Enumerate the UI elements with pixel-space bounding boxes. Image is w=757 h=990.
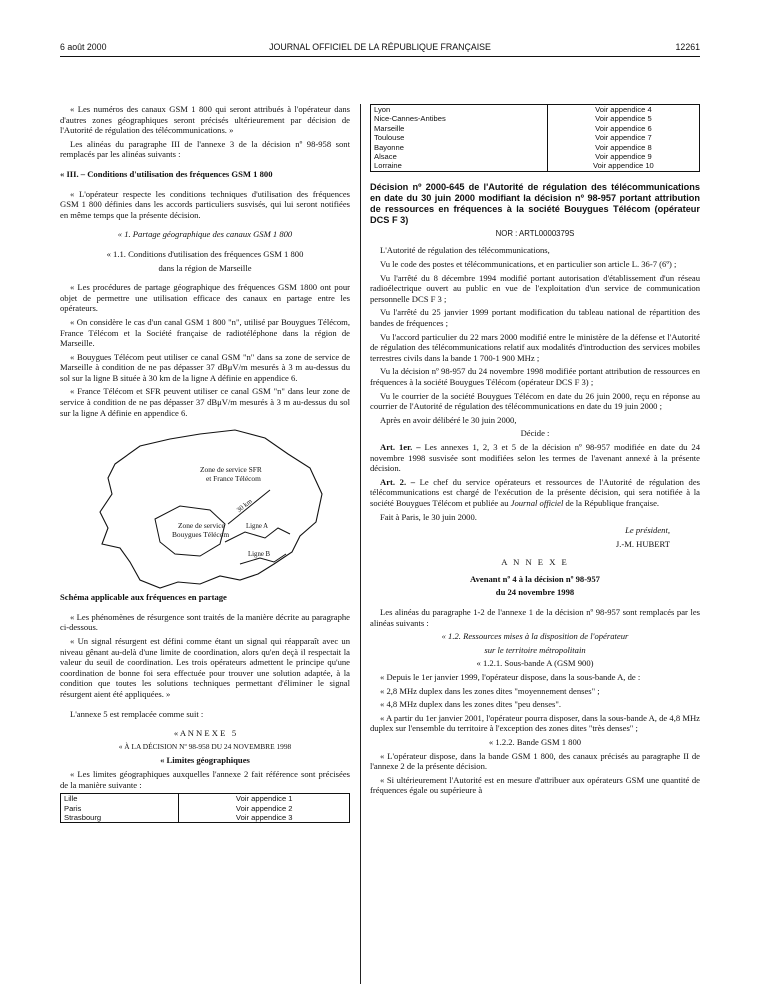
section-heading-1-2-1: « 1.2.1. Sous-bande A (GSM 900) xyxy=(476,658,594,669)
paragraph: « A partir du 1er janvier 2001, l'opérateur pourra disposer, dans la sous-bande A, de 4,8 MHz duplex sur l'ensemble du territoire à l'exception des zones dites "très denses" ; xyxy=(370,712,700,734)
map-label-sfr-1: Zone de service SFR xyxy=(200,465,262,475)
limites-heading: « Limites géographiques xyxy=(160,755,250,766)
paragraph: Vu le courrier de la société Bouygues Télécom en date du 26 juin 2000, reçu en réponse au courrier de l'Autorité de régulation des télécommunications en date du 19 juin 2000 ; xyxy=(370,390,700,412)
table-row xyxy=(371,152,700,161)
region-outline xyxy=(100,430,322,588)
left-column xyxy=(60,104,350,829)
table-row xyxy=(371,161,700,171)
table-row xyxy=(371,133,700,142)
paragraph: Vu l'accord particulier du 22 mars 2000 modifié entre le ministère de la défense et l'Autorité de régulation des télécommunications relatif aux modalités d'introduction des services mobiles terrestres civils dans la bande 1 700-1 900 MHz ; xyxy=(370,331,700,363)
paragraph: « Les phénomènes de résurgence sont traités de la manière décrite au paragraphe ci-dessous. xyxy=(60,611,350,633)
map-label-ligne-a: Ligne A xyxy=(246,523,269,531)
article-2-text-a: Le chef du service opérateurs et ressources de l'Autorité de régulation des télécommunications est chargé de l'exécution de la présente décision, qui sera notifiée à la société Bouygues Télécom et publiée au xyxy=(370,476,700,508)
limits-table-right xyxy=(370,104,700,172)
paragraph: Vu l'arrêté du 8 décembre 1994 modifié portant autorisation d'établissement d'un réseau radioélectrique ouvert au public en vue de l'exploitation d'un service de communication personnelle DCS F 3 ; xyxy=(370,272,700,304)
paragraph: « Les numéros des canaux GSM 1 800 qui seront attribués à l'opérateur dans d'autres zones géographiques seront précisés ultérieurement par décision de l'Autorité de régulation des télécommunications. » xyxy=(60,104,350,136)
table-row xyxy=(371,114,700,123)
marseille-zone-map xyxy=(60,424,350,592)
table-cell-ref: Voir appendice 1 xyxy=(179,794,350,804)
article-2 xyxy=(370,477,700,509)
paragraph: « On considère le cas d'un canal GSM 1 800 "n", utilisé par Bouygues Télécom, France Télécom et la Société française de radiotéléphone dans la région de Marseille. xyxy=(60,316,350,349)
paragraph: « 2,8 MHz duplex dans les zones dites "moyennement denses" ; xyxy=(380,685,600,696)
table-cell-city: Marseille xyxy=(371,124,548,133)
avenant-heading: Avenant nº 4 à la décision nº 98-957 xyxy=(470,573,600,584)
table-cell-ref: Voir appendice 6 xyxy=(547,124,699,133)
paragraph: « Les procédures de partage géographique des fréquences GSM 1800 ont pour objet de permettre une utilisation efficace des canaux en partage entre les opérateurs. xyxy=(60,282,350,314)
decision-title: Décision nº 2000-645 de l'Autorité de régulation des télécommunications en date du 30 juin 2000 modifiant la décision nº 98-957 portant attribution de ressources en fréquences à la société Bouygues Télécom (opérateur DCS F 3) xyxy=(370,181,700,225)
table-cell-ref: Voir appendice 5 xyxy=(547,114,699,123)
limits-table-left xyxy=(60,793,350,823)
signature: J.-M. HUBERT xyxy=(615,538,670,549)
ligne-a xyxy=(225,528,290,542)
section-heading-1-2-sub: sur le territoire métropolitain xyxy=(484,644,586,655)
annexe-heading: A N N E X E xyxy=(501,557,569,568)
table-cell-ref: Voir appendice 9 xyxy=(547,152,699,161)
section-heading-1-2: « 1.2. Ressources mises à la disposition de l'opérateur xyxy=(441,631,629,642)
table-cell-ref: Voir appendice 3 xyxy=(179,813,350,823)
map-label-ligne-b: Ligne B xyxy=(248,551,271,559)
map-label-bt-2: Bouygues Télécom xyxy=(172,530,230,540)
section-heading-1-1: « 1.1. Conditions d'utilisation des fréquences GSM 1 800 xyxy=(106,248,304,259)
table-row xyxy=(371,124,700,133)
fait-a-paris: Fait à Paris, le 30 juin 2000. xyxy=(380,511,477,522)
decide-label: Décide : xyxy=(520,428,550,439)
article-1 xyxy=(370,442,700,474)
schema-caption: Schéma applicable aux fréquences en partage xyxy=(60,592,227,603)
section-heading-1-1-sub: dans la région de Marseille xyxy=(158,262,252,273)
table-cell-city: Lyon xyxy=(371,105,548,115)
avenant-date: du 24 novembre 1998 xyxy=(495,587,575,598)
right-column xyxy=(370,104,700,799)
table-cell-city: Alsace xyxy=(371,152,548,161)
table-cell-ref: Voir appendice 7 xyxy=(547,133,699,142)
paragraph: « Un signal résurgent est défini comme étant un signal qui réapparaît avec un niveau gênant au-delà d'une limite de coordination, alors qu'en deçà il respectait la valeur du seuil de coordination. Les trois opérateurs admettent le principe qu'une coordination de bonne foi sera effectuée pour trouver une solution adaptée, à la condition que toutes les solutions techniques permettant d'éliminer le signal résurgent aient été appliquées. » xyxy=(60,636,350,699)
page-header xyxy=(60,42,700,56)
header-journal-title: JOURNAL OFFICIEL DE LA RÉPUBLIQUE FRANÇAISE xyxy=(269,42,491,52)
president-title: Le président, xyxy=(625,525,670,536)
paragraph: « L'opérateur respecte les conditions techniques d'utilisation des fréquences GSM 1 800 définies dans les accords particuliers susvisés, qui lui seront notifiées en même temps que la présente décision. xyxy=(60,188,350,220)
table-row xyxy=(61,813,350,823)
table-row xyxy=(61,804,350,813)
table-cell-city: Strasbourg xyxy=(61,813,179,823)
paragraph: « L'opérateur dispose, dans la bande GSM 1 800, des canaux précisés au paragraphe II de l'annexe 2 de la présente décision. xyxy=(370,750,700,772)
table-cell-city: Lorraine xyxy=(371,161,548,171)
annexe-5-subheading: « À LA DÉCISION Nº 98-958 DU 24 NOVEMBRE 1998 xyxy=(118,741,292,751)
table-row xyxy=(61,794,350,804)
map-label-sfr-2: et France Télécom xyxy=(206,474,261,484)
paragraph: Vu l'arrêté du 25 janvier 1999 portant modification du tableau national de répartition des bandes de fréquences ; xyxy=(370,307,700,328)
article-1-label: Art. 1er. – xyxy=(380,441,421,452)
article-2-journal: Journal officiel xyxy=(510,497,564,508)
table-row xyxy=(371,143,700,152)
article-1-text: Les annexes 1, 2, 3 et 5 de la décision nº 98-957 modifiée en date du 24 novembre 1998 susvisée sont modifiées selon les termes de l'avenant annexé à la présente décision. xyxy=(370,441,700,474)
paragraph: « 4,8 MHz duplex dans les zones dites "peu denses". xyxy=(380,699,562,710)
article-2-text-b: de la République française. xyxy=(563,497,660,508)
paragraph: Après en avoir délibéré le 30 juin 2000, xyxy=(380,414,517,425)
header-page-number: 12261 xyxy=(675,42,700,52)
table-cell-city: Bayonne xyxy=(371,143,548,152)
paragraph: L'Autorité de régulation des télécommunications, xyxy=(380,245,550,256)
table-cell-ref: Voir appendice 4 xyxy=(547,105,699,115)
nor-reference: NOR : ARTL0000379S xyxy=(495,228,575,238)
table-cell-ref: Voir appendice 2 xyxy=(179,804,350,813)
table-cell-city: Toulouse xyxy=(371,133,548,142)
paragraph: Les alinéas du paragraphe III de l'annexe 3 de la décision nº 98-958 sont remplacés par les alinéas suivants : xyxy=(60,138,350,160)
table-cell-city: Nice-Cannes-Antibes xyxy=(371,114,548,123)
header-date: 6 août 2000 xyxy=(60,42,107,52)
map-label-km: 30 km xyxy=(235,498,254,515)
paragraph: Les alinéas du paragraphe 1-2 de l'annexe 1 de la décision nº 98-957 sont remplacés par les alinéas suivants : xyxy=(370,607,700,628)
paragraph: L'annexe 5 est remplacée comme suit : xyxy=(70,708,204,719)
article-2-label: Art. 2. – xyxy=(380,476,415,487)
header-rule xyxy=(60,56,700,57)
paragraph: « France Télécom et SFR peuvent utiliser ce canal GSM "n" dans leur zone de service à condition de ne pas dépasser 37 dBμV/m mesurés à 3 m au-dessus du sol sur la ligne A définie en appendice 6. xyxy=(60,386,350,418)
table-cell-ref: Voir appendice 8 xyxy=(547,143,699,152)
section-heading-iii: « III. – Conditions d'utilisation des fréquences GSM 1 800 xyxy=(60,168,273,179)
table-cell-city: Lille xyxy=(61,794,179,804)
annexe-5-heading: « A N N E X E 5 xyxy=(173,728,237,739)
paragraph: « Depuis le 1er janvier 1999, l'opérateur dispose, dans la sous-bande A, de : xyxy=(380,672,641,683)
map-label-bt-1: Zone de service xyxy=(178,521,225,531)
paragraph: Vu le code des postes et télécommunications, et en particulier son article L. 36-7 (6º) ; xyxy=(380,259,677,270)
section-heading-1: « 1. Partage géographique des canaux GSM 1 800 xyxy=(117,229,293,240)
section-heading-1-2-2: « 1.2.2. Bande GSM 1 800 xyxy=(488,737,582,747)
paragraph: « Bouygues Télécom peut utiliser ce canal GSM "n" dans sa zone de service de Marseille à condition de ne pas dépasser 37 dBμV/m mesurés à 3 m au-dessus du sol sur la ligne B située à 30 km de la ligne A définie en appendice 6. xyxy=(60,351,350,383)
paragraph: Vu la décision nº 98-957 du 24 novembre 1998 modifiée portant attribution de ressources en fréquences à la société Bouygues Télécom (opérateur DCS F 3) ; xyxy=(370,366,700,387)
table-cell-ref: Voir appendice 10 xyxy=(547,161,699,171)
paragraph: « Si ultérieurement l'Autorité est en mesure d'attribuer aux opérateurs GSM une quantité de fréquences égale ou supérieure à xyxy=(370,774,700,796)
column-divider xyxy=(360,104,361,984)
paragraph: « Les limites géographiques auxquelles l'annexe 2 fait référence sont précisées de la manière suivante : xyxy=(60,768,350,790)
table-row xyxy=(371,105,700,115)
table-cell-city: Paris xyxy=(61,804,179,813)
